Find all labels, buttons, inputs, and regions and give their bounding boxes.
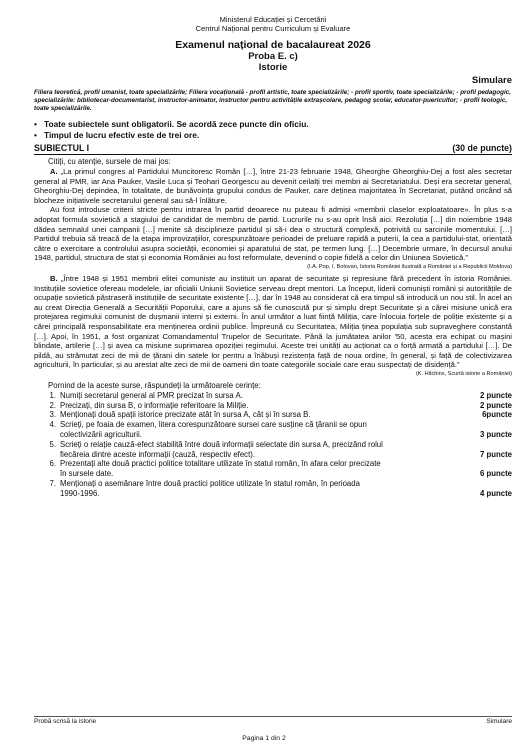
question-points: 2 puncte [479, 390, 512, 400]
question-item [34, 401, 512, 411]
question-number: 3. [49, 410, 56, 420]
question-item [34, 420, 512, 440]
subject-title: SUBIECTUL I [34, 143, 90, 153]
question-item [34, 410, 512, 420]
ministry-name: Ministerul Educației și Cercetării [219, 15, 327, 24]
question-number: 7. [49, 479, 56, 489]
rule-item: • Timpul de lucru efectiv este de trei ore. [44, 130, 512, 141]
question-points: 7 puncte [479, 449, 512, 459]
question-text: Scrieți, pe foaia de examen, litera corespunzătoare sursei care susține că țăranii se opun [60, 420, 367, 430]
question-number: 5. [49, 439, 56, 449]
question-text: Menționați două spații istorice precizate atât în sursa A, cât și în sursa B. [60, 410, 311, 420]
question-text: Scrieți o relație cauză-efect stabilită între două informații selectate din sursa A, precizând rolul [60, 439, 383, 449]
question-text-cont: fiecăreia dintre aceste informații (cauză, respectiv efect). [60, 449, 256, 459]
question-item [34, 440, 512, 460]
source-a-text-1: „La primul congres al Partidului Muncitoresc Român […], între 21-23 februarie 1948, Gheorghe Gheorghiu-Dej a fost ales secretar general al PMR, iar Ana Pauker, Vasile Luca și Teohari Georgescu au devenit ceilalți trei membri ai Secretariatului. Deși era secretar general, Gheorghiu-Dej depindea, în totalitate, de bunăvoința grupului condus de Pauker, care deținea majoritatea în Secretariat, putând oricând să blocheze inițiativele secretarului general sau să-l înlăture. [34, 167, 512, 205]
source-b-paragraph [34, 274, 512, 370]
question-points: 6 puncte [479, 469, 512, 479]
question-number: 4. [49, 420, 56, 430]
source-a-citation: (I.A. Pop, I. Bolovan, Istoria României ilustrată a României și a Republicii Moldova) [307, 263, 512, 270]
question-item [34, 479, 512, 499]
question-text: Numiți secretarul general al PMR precizat în sursa A. [60, 390, 243, 400]
question-points: 3 puncte [479, 430, 512, 440]
question-points: 6puncte [482, 410, 512, 420]
rule-item: • Toate subiectele sunt obligatorii. Se acordă zece puncte din oficiu. [44, 119, 512, 130]
filiera-text: Filiera teoretică, profil umanist, toate specializările; Filiera vocațională - profil artistic, toate specializările; - profil sportiv, toate specializările; - profil pedagogic, specializările: bibliotecar-documentarist, instructor-animator, instructor pentru activitățile extrașcolare, pedagog școlar, educator-puericultor; - profil teologic, toate specializările. [34, 89, 511, 112]
source-a-paragraph-1 [34, 167, 512, 205]
questions-intro: Pornind de la aceste surse, răspundeți la următoarele cerințe: [48, 380, 261, 390]
footer-right: Simulare [486, 718, 512, 725]
exam-proba: Proba E. c) [248, 51, 298, 62]
subject-instruction: Citiți, cu atenție, sursele de mai jos: [48, 157, 171, 166]
question-number: 2. [49, 400, 56, 410]
question-text-cont: în sursele date. [60, 469, 114, 479]
source-a-label: A. [50, 167, 58, 176]
question-points: 2 puncte [479, 400, 512, 410]
question-text-cont: colectivizării agriculturii. [60, 430, 142, 440]
source-b-label: B. [50, 273, 58, 283]
source-a-paragraph-2 [34, 205, 512, 263]
exam-title: Examenul național de bacalaureat 2026 [175, 39, 371, 51]
question-text: Precizați, din sursa B, o informație referitoare la Miliție. [60, 400, 249, 410]
source-a-text-2: Au fost introduse criterii stricte pentru intrarea în partid deoarece nu puteau fi admiși «membrii claselor exploatatoare». În plus s-a adoptat formula sovietică a stagiului de candidat de membru de partid. Lucrurile nu s-au oprit însă aici. Rezoluția […] din noiembrie 1948 dădea semnalul unei campanii […] menite să disciplineze partidul și să-i dea o structură complexă, potrivită cu sarcinile momentului. […] Partidul trebuia să treacă de la etapa improvizațiilor, corespunzătoare perioadei de preluare rapidă a puterii, la cea a partidului-stat, orientată către o exercitare a controlului asupra societății, economiei și aparatului de stat, pe termen lung. […] Decembrie urmare, în decursul anului 1948, partidul, structura de stat și economia României au fost reformulate, devenind o copie fidelă a celor din Uniunea Sovietică.” [34, 205, 512, 263]
questions-list [34, 391, 512, 499]
source-b-text: „Între 1948 și 1951 membrii elitei comuniste au instituit un aparat de securitate și represiune fără precedent în istoria României. Instituțiile sovietice ofereau modelele, iar oficialii Uniunii Sovietice serveau drept mentori. La început, liderii comuniști români și autoritățile de ocupație sovietică păstraseră instituțiile de securitate existente […], dar în 1948 au considerat că era timpul să introducă un nou stil. În acel an au creat Direcția Generală a Securității Poporului, care a ajuns să fie cunoscută pur și simplu drept Securitate și a cărei misiune unică era protejarea regimului comunist de dușmanii interni și externi. În anul următor a luat ființă Miliția, care înlocuia forțele de poliție existente și a cărei principală responsabilitate era menținerea ordinii publice. Împreună cu Securitatea, Miliția ținea populația sub supraveghere constantă […]. Apoi, în 1951, a fost organizat Comandamentul Trupelor de Securitate. Până la jumătatea anilor '50, acesta era echipat cu mașini blindate, artilerie […] și avea ca misiune suprimarea opoziției regimului. Aceste trei unități au acționat ca o forță armată a partidului […]. De pildă, au strămutat zeci de mii de țărani din satele lor pentru a înăbuși rezistența față de noua ordine, în general, și față de colectivizarea agriculturii, în particular, și au arestat alte zeci de mii de oameni din toate categoriile sociale care erau suspectați de disidență.” [34, 273, 512, 370]
subject-header [34, 143, 512, 155]
source-b-citation: (K. Hitchins, Scurtă istorie a României) [415, 370, 512, 377]
question-item [34, 391, 512, 401]
subject-points: (30 de puncte) [452, 143, 512, 153]
question-points: 4 puncte [479, 488, 512, 498]
page-number: Pagina 1 din 2 [242, 735, 286, 742]
footer-divider [34, 716, 512, 717]
question-text-cont: 1990-1996. [60, 488, 100, 498]
question-item [34, 459, 512, 479]
question-text: Prezentați alte două practici politice totalitare utilizate în statul român, în afara celor precizate [60, 459, 381, 469]
center-name: Centrul Național pentru Curriculum și Evaluare [195, 24, 351, 33]
question-number: 1. [49, 390, 56, 400]
footer-left: Probă scrisă la istorie [34, 718, 97, 725]
exam-subject: Istorie [258, 62, 288, 73]
question-number: 6. [49, 459, 56, 469]
simulare-label: Simulare [471, 75, 512, 86]
question-text: Menționați o asemănare între două practici politice utilizate în statul român, în perioada [60, 479, 360, 489]
rules-list [34, 119, 512, 141]
